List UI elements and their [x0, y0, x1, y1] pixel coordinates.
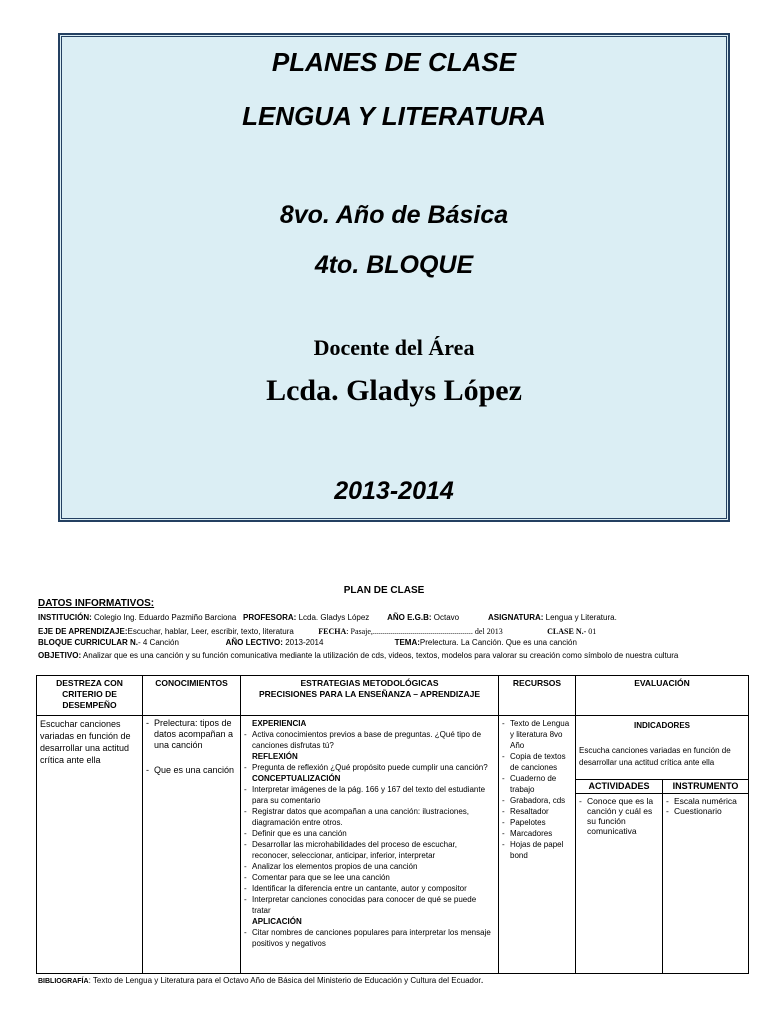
conceptualizacion-title: CONCEPTUALIZACIÓN	[252, 774, 341, 783]
list-item: - Cuestionario	[666, 806, 745, 816]
list-item: - Copia de textos de canciones	[502, 751, 572, 773]
list-item: - Conoce que es la canción y cuál es su función comunicativa	[579, 796, 659, 836]
evaluacion-cell	[576, 716, 749, 974]
instrumento-title: INSTRUMENTO	[663, 780, 748, 794]
bibliografia-label: BIBLIOGRAFÍA	[38, 978, 89, 985]
bloque-label: BLOQUE CURRICULAR N.	[38, 638, 138, 647]
institucion-label: INSTITUCIÓN:	[38, 613, 92, 622]
info-line-objetivo	[38, 650, 738, 662]
cover-subject: LENGUA Y LITERATURA	[242, 101, 546, 131]
instrumento-column	[662, 780, 748, 973]
cover-title: PLANES DE CLASE	[271, 47, 517, 77]
clase-label: CLASE N.	[547, 627, 584, 636]
cover-box	[59, 34, 729, 521]
profesora-value: Lcda. Gladys López	[298, 613, 370, 622]
header-evaluacion: EVALUACIÓN	[576, 676, 749, 716]
list-item: - Citar nombres de canciones populares para interpretar los mensaje positivos y negativos	[244, 927, 495, 949]
cover-grade: 8vo. Año de Básica	[279, 201, 509, 229]
actividades-column	[576, 780, 662, 973]
list-item: - Marcadores	[502, 828, 572, 839]
list-item: - Papelotes	[502, 817, 572, 828]
evaluacion-subtable	[576, 779, 748, 973]
header-conocimientos: CONOCIMIENTOS	[143, 676, 241, 716]
list-item: - Activa conocimientos previos a base de preguntas. ¿Qué tipo de canciones disfrutas tú?	[244, 729, 495, 751]
cover-teacher-name: Lcda. Gladys López	[266, 374, 522, 407]
reflexion-list	[244, 762, 495, 773]
list-item: - Cuaderno de trabajo	[502, 773, 572, 795]
conceptualizacion-list	[244, 784, 495, 916]
conocimientos-list	[146, 718, 237, 776]
aplicacion-list	[244, 927, 495, 949]
anio-egb-value: Octavo	[433, 613, 460, 622]
conocimientos-cell	[143, 716, 241, 974]
asignatura-label: ASIGNATURA:	[488, 613, 544, 622]
experiencia-list	[244, 729, 495, 751]
list-item: - Resaltador	[502, 806, 572, 817]
profesora-label: PROFESORA:	[243, 613, 297, 622]
list-item: - Escala numérica	[666, 796, 745, 806]
list-item: - Hojas de papel bond	[502, 839, 572, 861]
plan-title: PLAN DE CLASE	[343, 585, 425, 596]
lectivo-value: 2013-2014	[285, 638, 324, 647]
list-item: - Definir que es una canción	[244, 828, 495, 839]
eje-value: Escuchar, hablar, Leer, escribir, texto, literatura	[127, 627, 294, 636]
indicadores-title: INDICADORES	[633, 721, 690, 730]
objetivo-label: OBJETIVO:	[38, 651, 82, 660]
objetivo-value: Analizar que es una canción y su función comunicativa mediante la utilización de cds, videos, textos, modelos para valorar su creación como símbolo de nuestra cultura	[82, 651, 679, 660]
header-destreza: DESTREZA CON CRITERIO DE DESEMPEÑO	[37, 676, 143, 716]
cover-block: 4to. BLOQUE	[314, 251, 474, 279]
tema-label: TEMA:	[394, 638, 420, 647]
list-item: - Texto de Lengua y literatura 8vo Año	[502, 718, 572, 751]
bibliografia	[38, 976, 483, 985]
aplicacion-title: APLICACIÓN	[252, 917, 302, 926]
clase-value: - 01	[583, 627, 597, 636]
header-estrategias-line2: PRECISIONES PARA LA ENSEÑANZA – APRENDIZAJE	[258, 689, 481, 699]
anio-egb-label: AÑO E.G.B:	[387, 613, 432, 622]
list-item: - Grabadora, cds	[502, 795, 572, 806]
reflexion-title: REFLEXIÓN	[252, 752, 298, 761]
header-estrategias	[241, 676, 499, 716]
cover-teacher-label: Docente del Área	[313, 335, 475, 360]
cover-year: 2013-2014	[334, 477, 454, 505]
header-recursos: RECURSOS	[499, 676, 576, 716]
institucion-value: Colegio Ing. Eduardo Pazmiño Barciona	[94, 613, 237, 622]
destreza-cell: Escuchar canciones variadas en función de desarrollar una actitud crítica ante ella	[37, 716, 143, 974]
table-row	[37, 716, 749, 974]
instrumento-list	[663, 794, 748, 818]
info-line-bloque	[38, 638, 577, 647]
datos-informativos-title: DATOS INFORMATIVOS:	[38, 598, 155, 609]
indicadores-text: Escucha canciones variadas en función de desarrollar una actitud crítica ante ella	[579, 746, 731, 767]
bibliografia-text: : Texto de Lengua y Literatura para el Octavo Año de Básica del Ministerio de Educación y Cultura del Ecuador	[88, 976, 482, 985]
list-item: - Registrar datos que acompañan a una canción: ilustraciones, diagramación entre otros.	[244, 806, 495, 828]
fecha-value: : Pasaje,.................................................. del 2013	[346, 627, 503, 636]
eje-label: EJE DE APRENDIZAJE:	[38, 627, 128, 636]
recursos-list	[502, 718, 572, 861]
list-item: - Prelectura: tipos de datos acompañan a una canción	[146, 718, 237, 751]
list-item: - Identificar la diferencia entre un cantante, autor y compositor	[244, 883, 495, 894]
list-item: - Pregunta de reflexión ¿Qué propósito puede cumplir una canción?	[244, 762, 495, 773]
list-item: - Interpretar canciones conocidas para conocer de qué se puede tratar	[244, 894, 495, 916]
actividades-title: ACTIVIDADES	[576, 780, 662, 794]
list-item: - Comentar para que se lee una canción	[244, 872, 495, 883]
experiencia-title: EXPERIENCIA	[252, 719, 307, 728]
bloque-value: - 4 Canción	[138, 638, 179, 647]
info-line-eje	[38, 627, 596, 636]
fecha-label: FECHA	[318, 627, 347, 636]
plan-table	[36, 675, 749, 974]
list-item: - Desarrollar las microhabilidades del proceso de escuchar, reconocer, seleccionar, anticipar, inferior, interpretar	[244, 839, 495, 861]
estrategias-cell	[241, 716, 499, 974]
asignatura-value: Lengua y Literatura.	[545, 613, 617, 622]
info-line-institution	[38, 613, 617, 622]
tema-value: Prelectura. La Canción. Que es una canción	[419, 638, 577, 647]
evaluacion-wrap	[579, 718, 745, 973]
bibliografia-end: .	[481, 978, 484, 985]
list-item: - Analizar los elementos propios de una canción	[244, 861, 495, 872]
recursos-cell	[499, 716, 576, 974]
table-header-row	[37, 676, 749, 716]
list-item: - Que es una canción	[146, 765, 237, 776]
list-item: - Interpretar imágenes de la pág. 166 y 167 del texto del estudiante para su comentario	[244, 784, 495, 806]
lectivo-label: AÑO LECTIVO:	[225, 638, 283, 647]
actividades-list	[576, 794, 662, 838]
header-estrategias-line1: ESTRATEGIAS METODOLÓGICAS	[300, 678, 439, 688]
